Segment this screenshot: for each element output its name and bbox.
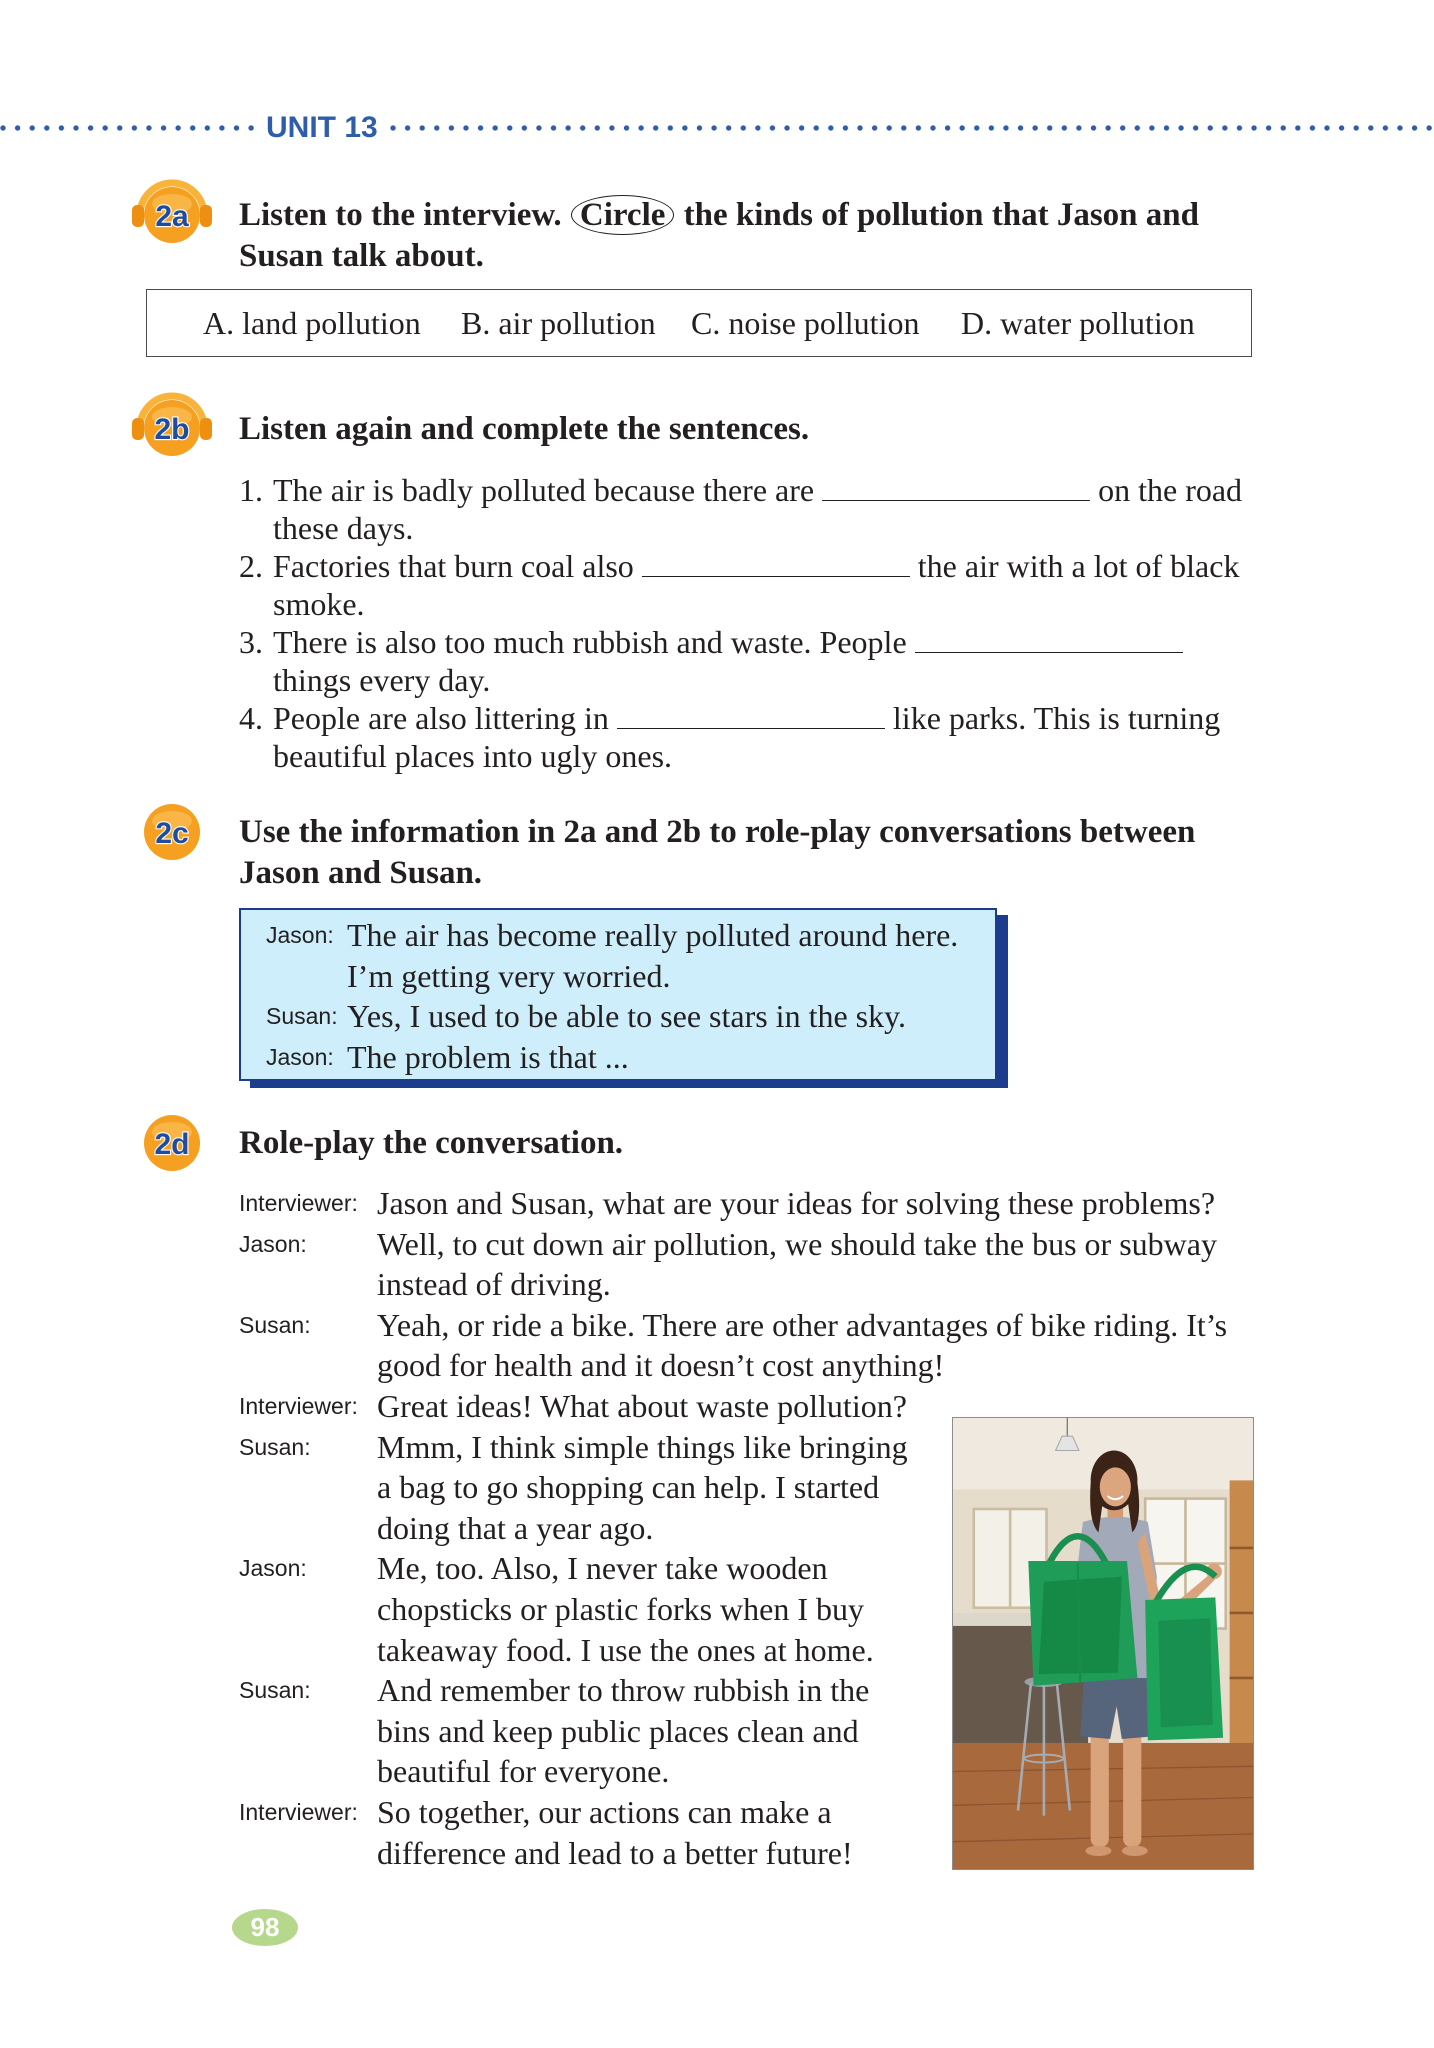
dialogue-line: The problem is that ... bbox=[347, 1038, 629, 1075]
item-number: 1. bbox=[239, 472, 263, 508]
sentence-item bbox=[239, 547, 1242, 623]
dialogue-line: So together, our actions can make a bbox=[377, 1793, 832, 1830]
instruction-2c bbox=[239, 812, 1195, 894]
dialogue-turn bbox=[266, 996, 995, 1037]
dialogue-line: Yes, I used to be able to see stars in the sky. bbox=[347, 998, 907, 1034]
sentence-item bbox=[239, 699, 1242, 775]
option-a: A. land pollution bbox=[203, 305, 421, 341]
option-d: D. water pollution bbox=[961, 305, 1195, 341]
speaker-label: Jason: bbox=[239, 1555, 307, 1582]
dialogue-turn bbox=[239, 1183, 1227, 1224]
sentence-text: There is also too much rubbish and waste. People bbox=[273, 624, 907, 660]
badge-label: 2a bbox=[155, 200, 189, 233]
circled-word: Circle bbox=[571, 195, 675, 235]
dialogue-turn bbox=[239, 1224, 1227, 1305]
speaker-label: Susan: bbox=[239, 1677, 311, 1704]
dialogue-line: difference and lead to a better future! bbox=[377, 1834, 853, 1871]
page-number: 98 bbox=[232, 1909, 298, 1946]
dialogue-line: I’m getting very worried. bbox=[347, 957, 671, 994]
instruction-2b: Listen again and complete the sentences. bbox=[239, 411, 810, 447]
turn-text bbox=[347, 996, 906, 1037]
item-number: 2. bbox=[239, 548, 263, 584]
item-number: 4. bbox=[239, 700, 263, 736]
sentence-line: beautiful places into ugly ones. bbox=[273, 738, 673, 774]
badge-label: 2c bbox=[155, 817, 189, 850]
turn-text bbox=[377, 1670, 869, 1792]
instruction-line: Susan talk about. bbox=[239, 238, 484, 274]
dialogue-line: doing that a year ago. bbox=[377, 1509, 654, 1546]
dialogue-line: Great ideas! What about waste pollution? bbox=[377, 1387, 907, 1424]
speaker-label: Jason: bbox=[239, 1230, 307, 1257]
dialogue-line: Well, to cut down air pollution, we should take the bus or subway bbox=[377, 1225, 1217, 1262]
sentence-line bbox=[273, 471, 1242, 509]
dialogue-line: The air has become really polluted around here. bbox=[347, 917, 959, 953]
speaker-label: Interviewer: bbox=[239, 1190, 358, 1216]
dialogue-line: good for health and it doesn’t cost anything! bbox=[377, 1347, 945, 1384]
options-box bbox=[146, 289, 1252, 357]
badge-2a bbox=[127, 169, 217, 249]
item-number: 3. bbox=[239, 624, 263, 660]
sample-dialogue-box bbox=[239, 908, 997, 1081]
badge-label: 2b bbox=[154, 413, 190, 446]
badge-2c bbox=[127, 786, 217, 866]
dialogue-turn bbox=[239, 1305, 1227, 1386]
badge-label: 2d bbox=[154, 1128, 190, 1161]
dialogue-turn bbox=[266, 915, 995, 996]
instruction-line bbox=[239, 195, 1199, 236]
sentence-text: like parks. This is turning bbox=[892, 700, 1221, 736]
sentence-line: things every day. bbox=[273, 662, 491, 698]
dialogue-line: Me, too. Also, I never take wooden bbox=[377, 1550, 828, 1587]
option-b: B. air pollution bbox=[461, 305, 656, 341]
dotted-rule-right bbox=[390, 125, 1434, 131]
speaker-label: Jason: bbox=[266, 1043, 334, 1070]
instruction-line: Use the information in 2a and 2b to role-play conversations between bbox=[239, 814, 1196, 850]
unit-title: UNIT 13 bbox=[266, 111, 378, 144]
photo-woman-with-shopping-bags bbox=[952, 1417, 1254, 1870]
speaker-label: Jason: bbox=[266, 922, 334, 948]
sentence-list bbox=[239, 471, 1242, 775]
dialogue-turn bbox=[266, 1037, 995, 1078]
turn-text bbox=[377, 1386, 907, 1427]
badge-2d bbox=[127, 1097, 217, 1177]
sentence-line: smoke. bbox=[273, 586, 365, 622]
speaker-label: Interviewer: bbox=[239, 1392, 358, 1419]
instruction-2d: Role-play the conversation. bbox=[239, 1125, 624, 1161]
answer-blank bbox=[915, 652, 1183, 653]
dialogue-line: chopsticks or plastic forks when I buy bbox=[377, 1590, 865, 1627]
answer-blank bbox=[617, 728, 885, 729]
sentence-item bbox=[239, 471, 1242, 547]
sentence-line bbox=[273, 699, 1242, 737]
dialogue-line: Jason and Susan, what are your ideas for solving these problems? bbox=[377, 1185, 1216, 1221]
sentence-line bbox=[273, 547, 1242, 585]
answer-blank bbox=[642, 576, 910, 577]
speaker-label: Susan: bbox=[239, 1433, 311, 1460]
photo-shelves bbox=[1230, 1480, 1253, 1756]
turn-text bbox=[347, 915, 958, 996]
instruction-2a bbox=[239, 195, 1199, 277]
sentence-text: the air with a lot of black bbox=[917, 548, 1240, 584]
sentence-line bbox=[273, 623, 1242, 661]
dialogue-line: beautiful for everyone. bbox=[377, 1753, 670, 1790]
turn-text bbox=[377, 1224, 1217, 1305]
turn-text bbox=[347, 1037, 629, 1078]
dialogue-line: And remember to throw rubbish in the bbox=[377, 1672, 870, 1709]
sentence-item bbox=[239, 623, 1242, 699]
sentence-text: Factories that burn coal also bbox=[273, 548, 634, 584]
dialogue-line: bins and keep public places clean and bbox=[377, 1712, 859, 1749]
dialogue-line: instead of driving. bbox=[377, 1266, 611, 1303]
dialogue-line: a bag to go shopping can help. I started bbox=[377, 1469, 880, 1506]
sentence-text: The air is badly polluted because there are bbox=[273, 472, 815, 508]
speaker-label: Susan: bbox=[266, 1003, 338, 1029]
dialogue-line: takeaway food. I use the ones at home. bbox=[377, 1631, 874, 1668]
dialogue-line: Mmm, I think simple things like bringing bbox=[377, 1428, 908, 1465]
sentence-text: People are also littering in bbox=[273, 700, 609, 736]
dialogue-line: Yeah, or ride a bike. There are other advantages of bike riding. It’s bbox=[377, 1306, 1228, 1343]
sentence-text: on the road bbox=[1098, 472, 1243, 508]
dotted-rule-left bbox=[0, 125, 258, 131]
turn-text bbox=[377, 1792, 853, 1873]
instruction-line: Jason and Susan. bbox=[239, 855, 483, 891]
speaker-label: Interviewer: bbox=[239, 1798, 358, 1825]
turn-text bbox=[377, 1305, 1227, 1386]
turn-text bbox=[377, 1427, 908, 1549]
turn-text bbox=[377, 1548, 874, 1670]
sentence-line: these days. bbox=[273, 510, 414, 546]
answer-blank bbox=[822, 500, 1090, 501]
option-c: C. noise pollution bbox=[691, 305, 920, 341]
speaker-label: Susan: bbox=[239, 1311, 311, 1338]
instruction-text: Listen to the interview. bbox=[239, 197, 562, 233]
badge-2b bbox=[127, 382, 217, 462]
turn-text bbox=[377, 1183, 1215, 1224]
instruction-text: the kinds of pollution that Jason and bbox=[683, 197, 1199, 233]
